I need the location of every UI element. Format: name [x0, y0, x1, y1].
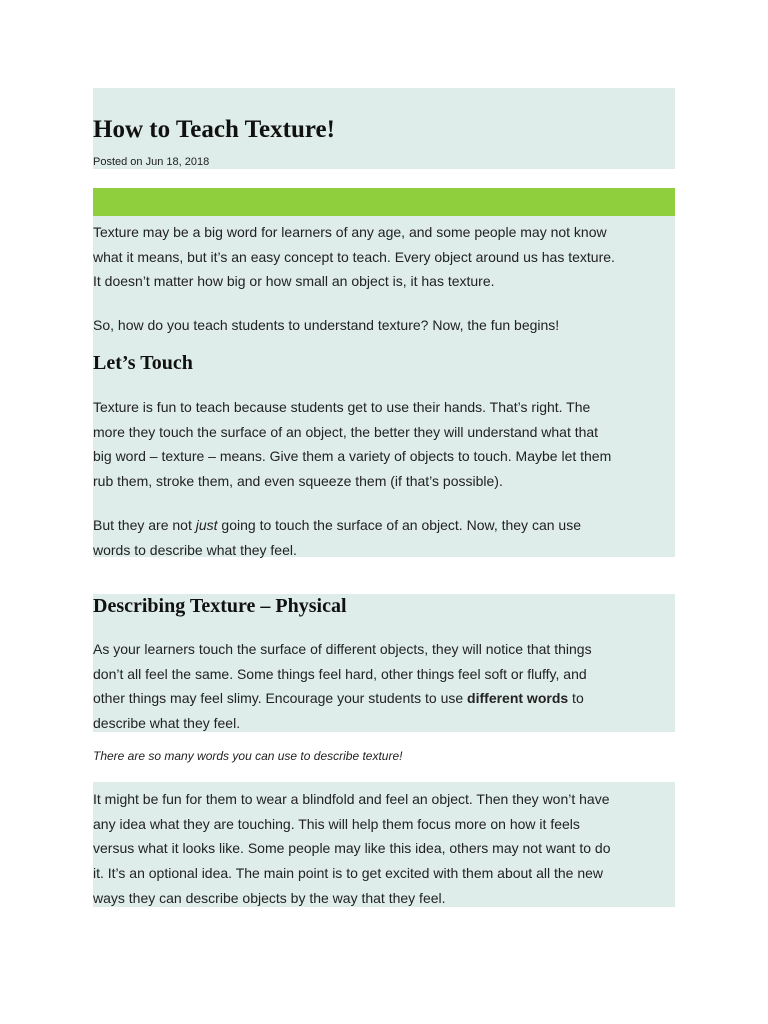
heading-describing-texture-physical: Describing Texture – Physical — [93, 595, 347, 617]
text-line: it. It’s an optional idea. The main point is to get excited with them about all the new — [93, 865, 604, 882]
question-paragraph — [93, 313, 675, 338]
text-line: rub them, stroke them, and even squeeze them (if that’s possible). — [93, 473, 503, 490]
text-line: ways they can describe objects by the way that they feel. — [93, 889, 446, 906]
text-line — [93, 513, 675, 538]
heading-lets-touch: Let’s Touch — [93, 352, 193, 374]
text-line: don’t all feel the same. Some things feel hard, other things feel soft or fluffy, and — [93, 665, 587, 682]
text-line: As your learners touch the surface of different objects, they will notice that things — [93, 641, 592, 657]
page-title: How to Teach Texture! — [93, 116, 335, 143]
text-segment: But they are not — [93, 517, 196, 533]
intro-paragraph — [93, 220, 675, 294]
text-segment: to — [568, 690, 584, 707]
text-line: describe what they feel. — [93, 715, 241, 732]
accent-bar — [93, 188, 675, 216]
text-line: It might be fun for them to wear a blindfold and feel an object. Then they won’t have — [93, 791, 610, 807]
text-line: what it means, but it’s an easy concept to teach. Every object around us has texture. — [93, 248, 615, 265]
text-line: big word – texture – means. Give them a variety of objects to touch. Maybe let them — [93, 448, 612, 465]
text-line: versus what it looks like. Some people may like this idea, others may not want to do — [93, 840, 611, 857]
text-line: any idea what they are touching. This will help them focus more on how it feels — [93, 815, 580, 832]
image-caption: There are so many words you can use to describe texture! — [93, 749, 403, 763]
text-segment: going to touch the surface of an object. Now, they can use — [217, 517, 581, 533]
text-line: Texture may be a big word for learners of any age, and some people may not know — [93, 224, 607, 240]
text-line — [93, 686, 675, 711]
post-date: Posted on Jun 18, 2018 — [93, 156, 210, 168]
text-line: It doesn’t matter how big or how small an object is, it has texture. — [93, 273, 495, 290]
bold-text: different words — [467, 690, 569, 707]
text-line: words to describe what they feel. — [93, 541, 297, 558]
touch-followup-paragraph — [93, 513, 675, 562]
touch-paragraph — [93, 395, 675, 494]
physical-paragraph — [93, 637, 675, 736]
text-line: more they touch the surface of an object, the better they will understand what that — [93, 423, 599, 440]
text-line: So, how do you teach students to understand texture? Now, the fun begins! — [93, 317, 560, 333]
text-segment: other things may feel slimy. Encourage your students to use — [93, 690, 468, 707]
text-line: Texture is fun to teach because students get to use their hands. That’s right. The — [93, 399, 591, 415]
blindfold-paragraph — [93, 787, 675, 911]
emphasis-text: just — [195, 517, 218, 533]
